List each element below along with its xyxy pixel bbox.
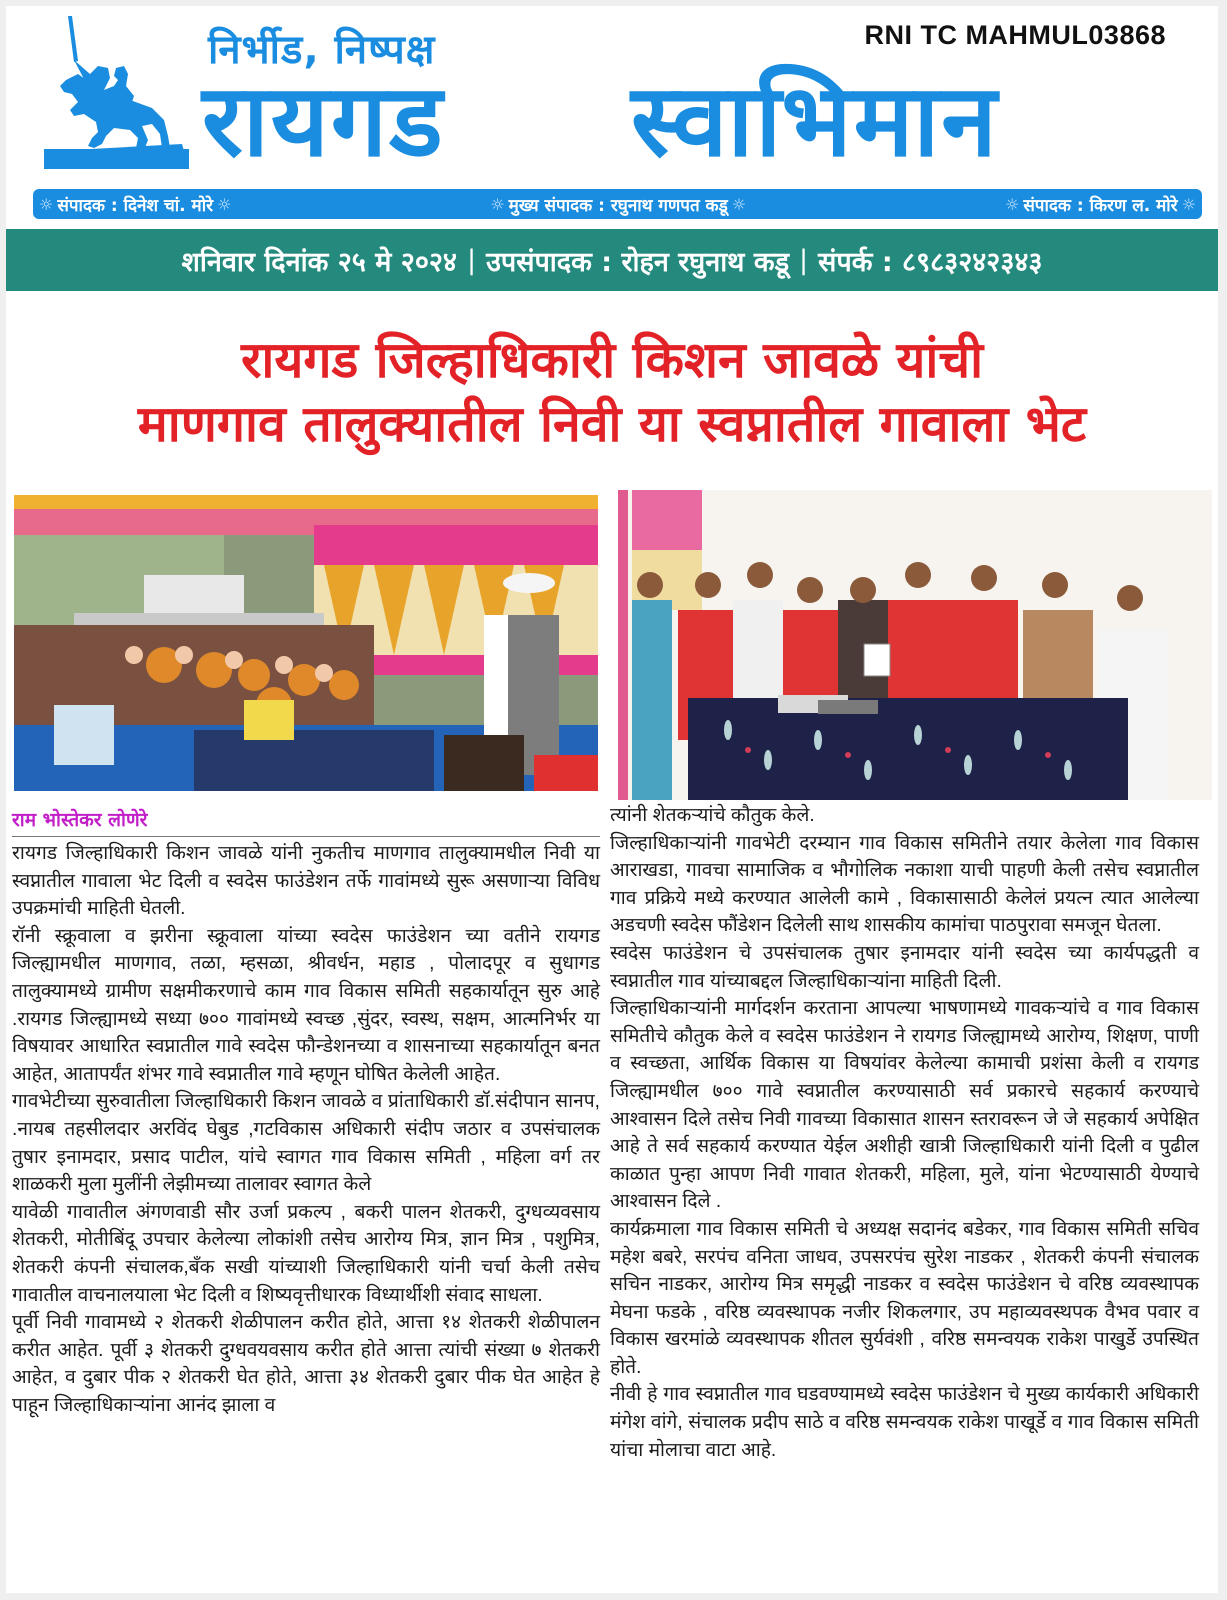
masthead-title-raigad: रायगड — [202, 62, 445, 179]
headline-line-2: माणगाव तालुक्यातील निवी या स्वप्नातील गावाला भेट — [137, 395, 1087, 453]
sun-icon: ☼ — [731, 194, 747, 214]
editor-item — [1005, 193, 1196, 216]
article-headline — [6, 328, 1218, 456]
sun-icon: ☼ — [1181, 194, 1196, 214]
article-paragraph: स्वदेस फाउंडेशन चे उपसंचालक तुषार इनामदार यांनी स्वदेस च्या कार्यपद्धती व स्वप्नातील गाव यांच्याबद्दल जिल्हाधिकाऱ्यांना माहिती दिली. — [610, 942, 1199, 992]
sun-icon: ☼ — [39, 194, 54, 214]
article-column-left — [12, 840, 600, 1419]
article-paragraph: त्यांनी शेतकऱ्यांचे कौतुक केले. — [610, 805, 815, 826]
article-paragraph: कार्यक्रमाला गाव विकास समिती चे अध्यक्ष सदानंद बडेकर, गाव विकास समिती सचिव महेश बबरे, सरपंच वनिता जाधव, उपसरपंच सुरेश नाडकर , शेतकरी कंपनी संचालक सचिन नाडकर, आरोग्य मित्र समृद्धी नाडकर व स्वदेस फाउंडेशन चे वरिष्ठ व्यवस्थापक मेघना फडके , वरिष्ठ व्यवस्थापक नजीर शिकलगार, उप महाव्यवस्थपक वैभव पवार व विकास खरमांळे व्यवस्थापक शीतल सुर्यवंशी , वरिष्ठ समन्वयक राकेश पाखुर्डे उपस्थित होते. — [610, 1218, 1199, 1378]
chief-editor-label: मुख्य संपादक : रघुनाथ गणपत कडू — [508, 195, 728, 216]
separator: | — [799, 244, 809, 276]
article-paragraph: जिल्हाधिकाऱ्यांनी गावभेटी दरम्यान गाव विकास समितीने तयार केलेला गाव विकास आराखडा, गावचा सामाजिक व भौगोलिक नकाशा याची पाहणी केली तसेच स्वप्नातील गाव प्रक्रिये मध्ये करण्यात आलेली कामे , विकासासाठी केलेलं प्रयत्न त्यात आलेल्या अडचणी स्वदेस फौंडेशन दिलेली साथ शासकीय कामांचा पाठपुरावा समजून घेतला. — [610, 832, 1199, 937]
event-audience-photo — [14, 495, 598, 791]
group-felicitation-photo — [618, 490, 1212, 800]
contact-number: संपर्क : ८९८३२४२३४३ — [818, 246, 1043, 278]
date-bar — [6, 229, 1218, 291]
masthead-tagline: निर्भीड, निष्पक्ष — [208, 27, 436, 73]
headline-line-1: रायगड जिल्हाधिकारी किशन जावळे यांची — [240, 331, 984, 389]
article-column-right — [610, 802, 1199, 1464]
chief-editor-item — [490, 193, 746, 216]
sub-editor: उपसंपादक : रोहन रघुनाथ कडू — [486, 246, 790, 278]
masthead-title-swabhiman: स्वाभिमान — [631, 62, 999, 179]
rni-number: RNI TC MAHMUL03868 — [864, 20, 1166, 50]
separator: | — [466, 244, 477, 276]
article-paragraph: नीवी हे गाव स्वप्नातील गाव घडवण्यामध्ये स्वदेस फाउंडेशन चे मुख्य कार्यकारी अधिकारी मंगेश वांगे, संचालक प्रदीप साठे व वरिष्ठ समन्वयक राकेश पाखूर्डे व गाव विकास समिती यांचा मोलाचा वाटा आहे. — [610, 1384, 1199, 1461]
article-paragraph: जिल्हाधिकाऱ्यांनी मार्गदर्शन करताना आपल्या भाषणामध्ये गावकऱ्यांचे व गाव विकास समितीचे कौतुक केले व स्वदेस फाउंडेशन ने रायगड जिल्ह्यामध्ये आरोग्य, शिक्षण, पाणी व स्वच्छता, आर्थिक विकास या विषयांवर केलेल्या कामाची प्रशंसा केली व रायगड जिल्ह्यामधील ७०० गावे स्वप्नातील करण्यासाठी सर्व प्रकारचे सहकार्य करण्याचे आश्वासन दिले तसेच निवी गावच्या विकासात शासन स्तरावरून जे जे सहकार्य अपेक्षित आहे ते सर्व सहकार्य करण्यात येईल अशीही खात्री जिल्हाधिकारी यांनी दिली व पुढील काळात पुन्हा आपण निवी गावात शेतकरी, महिला, मुले, यांना भेटण्यासाठी येण्याचे आश्वासन दिले . — [610, 998, 1199, 1213]
newspaper-page — [6, 6, 1218, 1593]
editor-label: संपादक : किरण ल. मोरे — [1023, 195, 1178, 216]
article-paragraph: यावेळी गावातील अंगणवाडी सौर उर्जा प्रकल्प , बकरी पालन शेतकरी, दुग्धव्यवसाय शेतकरी, मोतीबिंदू उपचार केलेल्या लोकांशी तसेच आरोग्य मित्र, ज्ञान मित्र , पशुमित्र, शेतकरी कंपनी संचालक,बँक सखी यांच्याशी जिल्हाधिकारी यांनी चर्चा केली तसेच गावातील वाचनालयाला भेट दिली व शिष्यवृत्तीधारक विध्यार्थीशी संवाद साधला. — [12, 1201, 600, 1306]
editor-strip — [33, 189, 1202, 219]
sun-icon: ☼ — [490, 194, 505, 214]
article-paragraph: गावभेटीच्या सुरुवातीला जिल्हाधिकारी किशन जावळे व प्रांताधिकारी डॉ.संदीपान सानप, .नायब तहसीलदार अरविंद घेबुड ,गटविकास अधिकारी संदीप जठार व उपसंचालक तुषार इनामदार, प्रसाद पाटील, यांचे स्वागत गाव विकास समिती , महिला वर्ग तर शाळकरी मुला मुलींनी लेझीमच्या तालावर स्वागत केले — [12, 1091, 600, 1196]
article-paragraph: रॉनी स्क्रूवाला व झरीना स्क्रूवाला यांच्या स्वदेस फाउंडेशन च्या वतीने रायगड जिल्ह्यामधील माणगाव, तळा, म्हसळा, श्रीवर्धन, महाड , पोलादपूर व सुधागड तालुक्यामध्ये ग्रामीण सक्षमीकरणाचे काम गाव विकास समिती सहकार्यातून सुरु आहे .रायगड जिल्ह्यामध्ये सध्या ७०० गावांमध्ये स्वच्छ ,सुंदर, स्वस्थ, सक्षम, आत्मनिर्भर या विषयावर आधारित स्वप्नातील गावे स्वदेस फौन्डेशनच्या व शासनाच्या सहकार्यातून बनत आहेत, आतापर्यंत शंभर गावे स्वप्नातील गावे म्हणून घोषित केलेली आहेत. — [12, 925, 600, 1085]
sun-icon: ☼ — [1004, 194, 1020, 214]
sun-icon: ☼ — [217, 194, 232, 214]
article-byline: राम भोस्तेकर लोणेरे — [12, 806, 600, 837]
article-paragraph: रायगड जिल्हाधिकारी किशन जावळे यांनी नुकतीच माणगाव तालुक्यामधील निवी या स्वप्नातील गावाला भेट दिली व स्वदेस फाउंडेशन तर्फे गावांमध्ये सुरू असणाऱ्या विविध उपक्रमांची माहिती घेतली. — [12, 843, 600, 920]
editor-label: संपादक : दिनेश चां. मोरे — [57, 195, 214, 216]
equestrian-statue-icon — [44, 16, 194, 171]
issue-date: शनिवार दिनांक २५ मे २०२४ — [181, 246, 457, 278]
article-paragraph: पूर्वी निवी गावामध्ये २ शेतकरी शेळीपालन करीत होते, आत्ता १४ शेतकरी शेळीपालन करीत आहेत. पूर्वी ३ शेतकरी दुग्धवयवसाय करीत होते आत्ता त्यांची संख्या ७ शेतकरी आहेत, व दुबार पीक २ शेतकरी घेत होते, आत्ता ३४ शेतकरी दुबार पीक घेत आहेत हे पाहून जिल्हाधिकाऱ्यांना आनंद झाला व — [12, 1312, 600, 1416]
editor-item — [39, 193, 231, 216]
